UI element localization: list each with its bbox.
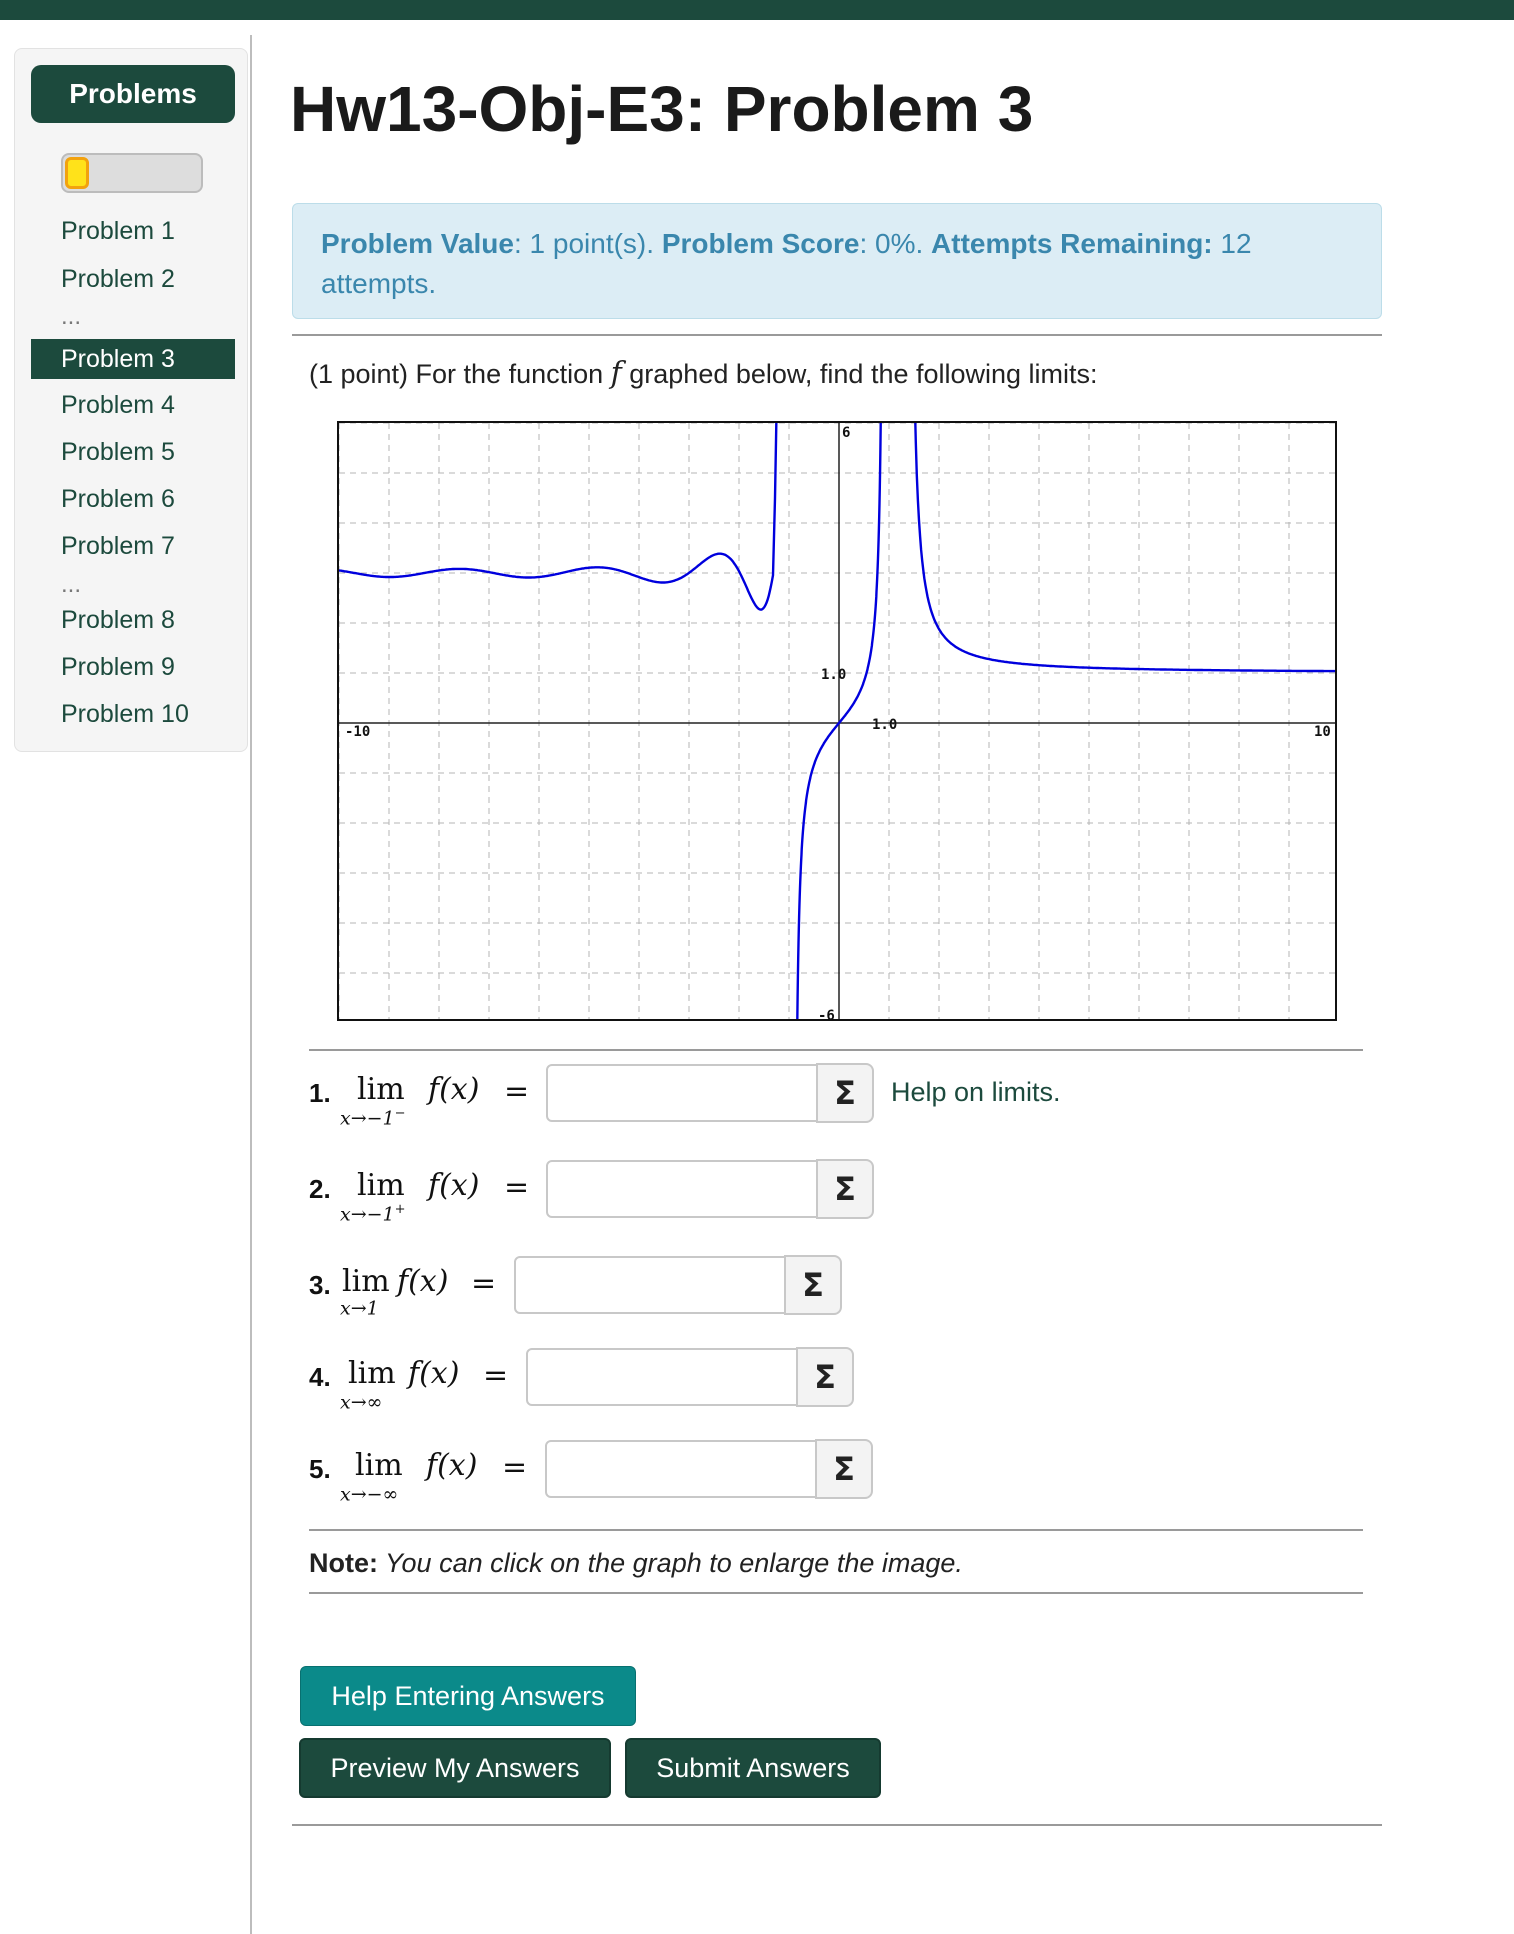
question-number: 1. (309, 1078, 331, 1108)
question-number: 2. (309, 1174, 331, 1204)
preview-answers-button[interactable]: Preview My Answers (299, 1738, 611, 1798)
answer-input-1[interactable] (546, 1064, 818, 1122)
y-max-label: 6 (842, 425, 851, 441)
function-expression: f(x) (408, 1356, 460, 1391)
answer-input-3[interactable] (514, 1256, 786, 1314)
equals-sign: = (471, 1266, 497, 1301)
curve-right-branch (912, 423, 1338, 671)
sidebar-ellipsis: ... (61, 571, 82, 598)
equation-editor-button-1[interactable] (816, 1063, 874, 1123)
problems-button[interactable]: Problems (31, 65, 235, 123)
function-expression: f(x) (428, 1072, 480, 1107)
graph-svg (339, 423, 1337, 1021)
limit-subscript: x→−1− (340, 1106, 406, 1130)
function-expression: f(x) (428, 1168, 480, 1203)
help-on-limits-link[interactable]: Help on limits. (891, 1077, 1061, 1107)
equals-sign: = (483, 1358, 509, 1393)
sigma-icon: Σ (834, 1170, 856, 1208)
attempts-text: 12 attempts. (321, 228, 1252, 299)
x-unit-label: 1.0 (872, 717, 898, 733)
sidebar-divider (250, 35, 252, 1934)
divider (309, 1529, 1363, 1531)
function-expression: f(x) (397, 1264, 449, 1299)
equals-sign: = (504, 1170, 530, 1205)
problem-score-text: : 0%. (859, 228, 932, 259)
problem-value-text: : 1 point(s). (513, 228, 662, 259)
problem-value-label: Problem Value (321, 228, 514, 259)
sidebar-item-problem-2[interactable]: Problem 2 (61, 265, 175, 293)
x-min-label: -10 (345, 724, 371, 740)
limit-subscript: x→−1+ (340, 1202, 406, 1226)
equation-editor-button-2[interactable] (816, 1159, 874, 1219)
limit-subscript: x→∞ (340, 1391, 383, 1414)
sidebar-ellipsis: ... (61, 303, 82, 330)
equals-sign: = (504, 1074, 530, 1109)
attempts-label: Attempts Remaining: (931, 228, 1213, 259)
equation-editor-button-4[interactable] (796, 1347, 854, 1407)
question-number: 4. (309, 1362, 331, 1392)
curve-left-oscillation (339, 423, 777, 610)
sigma-icon: Σ (814, 1358, 836, 1396)
limit-word: lim (355, 1448, 403, 1483)
sidebar-item-problem-3[interactable]: Problem 3 (31, 339, 235, 379)
note-label: Note: (309, 1548, 378, 1578)
problem-info-box (292, 203, 1382, 319)
equation-editor-button-5[interactable] (815, 1439, 873, 1499)
sidebar-item-problem-1[interactable]: Problem 1 (61, 217, 175, 245)
problem-score-label: Problem Score (661, 228, 860, 259)
divider (309, 1049, 1363, 1051)
sidebar-item-problem-8[interactable]: Problem 8 (61, 606, 175, 634)
function-graph[interactable] (337, 421, 1337, 1021)
top-bar (0, 0, 1514, 20)
limit-word: lim (348, 1356, 396, 1391)
y-unit-label: 1.0 (821, 667, 847, 683)
question-number: 5. (309, 1454, 331, 1484)
answer-input-5[interactable] (545, 1440, 817, 1498)
sigma-icon: Σ (802, 1266, 824, 1304)
sidebar-item-problem-9[interactable]: Problem 9 (61, 653, 175, 681)
problem-intro-after: graphed below, find the following limits: (621, 359, 1098, 389)
function-symbol: f (610, 356, 622, 391)
limit-word: lim (357, 1168, 405, 1203)
answer-input-2[interactable] (546, 1160, 818, 1218)
limit-subscript: x→1 (340, 1297, 379, 1320)
progress-bar (61, 153, 203, 193)
sidebar-item-problem-5[interactable]: Problem 5 (61, 438, 175, 466)
function-expression: f(x) (426, 1448, 478, 1483)
problem-statement (309, 356, 1098, 391)
sigma-icon: Σ (834, 1074, 856, 1112)
note-body: You can click on the graph to enlarge the image. (378, 1548, 963, 1578)
limit-word: lim (357, 1072, 405, 1107)
help-entering-answers-button[interactable]: Help Entering Answers (300, 1666, 636, 1726)
answer-input-4[interactable] (526, 1348, 798, 1406)
problem-intro-before: (1 point) For the function (309, 359, 611, 389)
sidebar-item-problem-7[interactable]: Problem 7 (61, 532, 175, 560)
note-text (309, 1548, 963, 1579)
y-min-label: -6 (818, 1008, 835, 1021)
sidebar-item-problem-6[interactable]: Problem 6 (61, 485, 175, 513)
sidebar (14, 48, 248, 752)
page-title: Hw13-Obj-E3: Problem 3 (290, 73, 1034, 145)
progress-bar-fill (65, 157, 89, 189)
limit-word: lim (342, 1264, 390, 1299)
equation-editor-button-3[interactable] (784, 1255, 842, 1315)
sigma-icon: Σ (833, 1450, 855, 1488)
graph-grid (339, 423, 1337, 1021)
sidebar-item-problem-4[interactable]: Problem 4 (61, 391, 175, 419)
limit-subscript: x→−∞ (340, 1483, 399, 1506)
submit-answers-button[interactable]: Submit Answers (625, 1738, 881, 1798)
x-max-label: 10 (1314, 724, 1331, 740)
equals-sign: = (502, 1450, 528, 1485)
sidebar-item-problem-10[interactable]: Problem 10 (61, 700, 189, 728)
divider (309, 1592, 1363, 1594)
question-number: 3. (309, 1270, 331, 1300)
divider (292, 334, 1382, 336)
divider (292, 1824, 1382, 1826)
